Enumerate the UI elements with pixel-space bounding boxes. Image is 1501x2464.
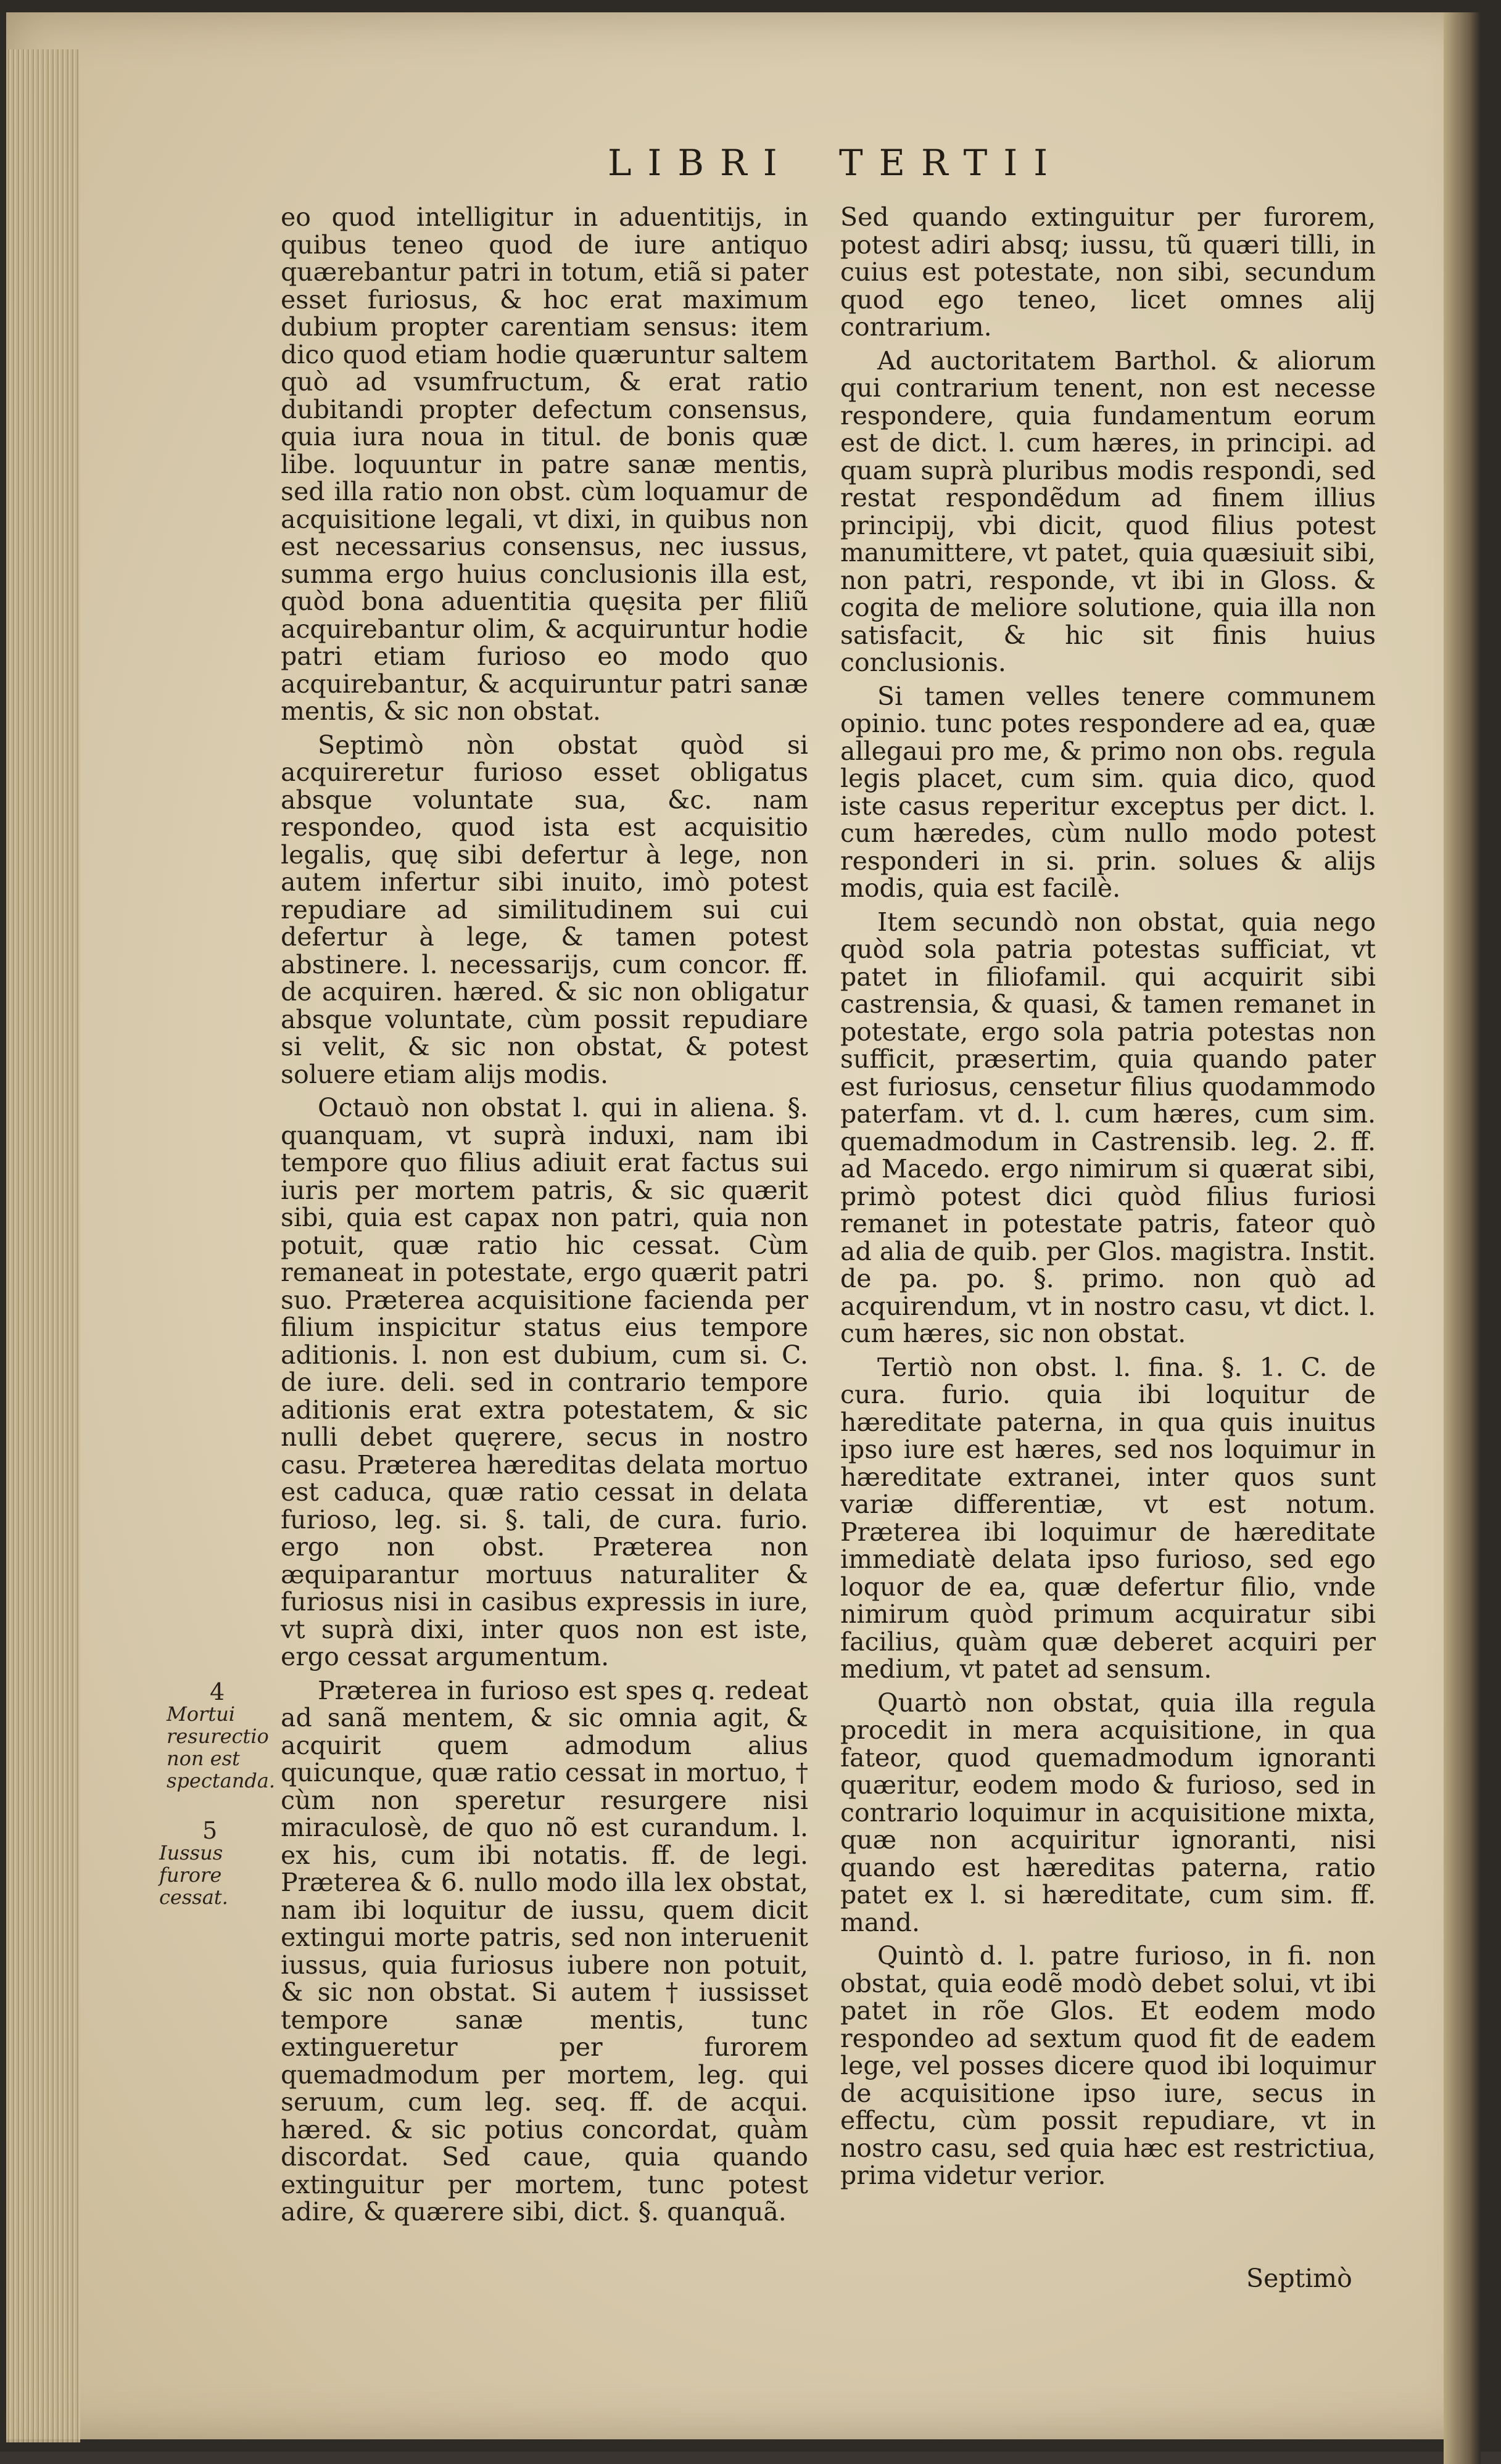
margin-note-5-text: Iussus furore cessat.	[159, 1841, 228, 1909]
right-paragraph-4: Item secundò non obstat, quia nego quòd sola patria potestas sufficiat, vt patet in filiofamil. qui acquirit sibi castrensia, & quasi, & tamen remanet in potestate, ergo sola patria potestas non sufficit, præsertim, quia quando pater est furiosus, censetur filius quodammodo paterfam. vt d. l. cum hæres, cum sim. quemadmodum in Castrensib. leg. 2. ff. ad Macedo. ergo nimirum si quærat sibi, primò potest dici quòd filius furiosi remanet in potestate patris, fateor quò ad alia de quib. per Glos. magistra. Instit. de pa. po. §. primo. non quò ad acquirendum, vt in nostro casu, vt dict. l. cum hæres, sic non obstat.	[840, 907, 1376, 1348]
book-gutter	[1444, 12, 1481, 2464]
margin-note-4-number: 4	[210, 1678, 225, 1705]
right-paragraph-5: Tertiò non obst. l. fina. §. 1. C. de cura. furio. quia ibi loquitur de hæreditate paterna, in qua quis inuitus ipso iure est hæres, sed nos loquimur in hæreditate extranei, inter quos sunt variæ differentiæ, vt est notum. Præterea ibi loquimur de hæreditate immediatè delata ipso furioso, sed ego loquor de ea, quæ defertur filio, vnde nimirum quòd primum acquiratur sibi facilius, quàm quæ deberet acquiri per medium, vt patet ad sensum.	[840, 1352, 1376, 1684]
left-column	[281, 204, 808, 2232]
right-column	[840, 204, 1376, 2196]
margin-note-5	[159, 1819, 273, 1908]
right-paragraph-6: Quartò non obstat, quia illa regula procedit in mera acquisitione, in qua fateor, quod quemadmodum ignoranti quæritur, eodem modo & furioso, sed in contrario loquimur in acquisitione mixta, quæ non acquiritur ignoranti, nisi quando est hæreditas paterna, ratio patet ex l. si hæreditate, cum sim. ff. mand.	[840, 1687, 1376, 1937]
right-paragraph-3: Si tamen velles tenere communem opinio. tunc potes respondere ad ea, quæ allegaui pro me, & primo non obs. regula legis placet, cum sim. quia dico, quod iste casus reperitur exceptus per dict. l. cum hæredes, cùm nullo modo potest responderi in si. prin. solues & alijs modis, quia est facilè.	[840, 681, 1376, 903]
left-paragraph-3: Octauò non obstat l. qui in aliena. §. quanquam, vt suprà induxi, nam ibi tempore quo filius adiuit erat factus sui iuris per mortem patris, & sic quærit sibi, quia est capax non patri, quia non potuit, quæ ratio hic cessat. Cùm remaneat in potestate, ergo quærit patri suo. Præterea acquisitione facienda per filium inspicitur status eius tempore aditionis. l. non est dubium, cum si. C. de iure. deli. sed in contrario tempore aditionis erat extra potestatem, & sic nulli debet quęrere, secus in nostro casu. Præterea hæreditas delata mortuo est caduca, quæ ratio cessat in delata furioso, leg. si. §. tali, de cura. furio. ergo non obst. Præterea non æquiparantur mortuus naturaliter & furiosus nisi in casibus expressis in iure, vt suprà dixi, inter quos non est iste, ergo cessat argumentum.	[281, 1093, 808, 1671]
left-paragraph-4: Præterea in furioso est spes q. redeat ad sanã mentem, & sic omnia agit, & acquirit quem admodum alius quicunque, quæ ratio cessat in mortuo, † cùm non speretur resurgere nisi miraculosè, de quo nõ est curandum. l. ex his, cum ibi notatis. ff. de legi. Præterea & 6. nullo modo illa lex obstat, nam ibi loquitur de iussu, quem dicit extingui morte patris, sed non interuenit iussus, quia furiosus iubere non potuit, & sic non obstat. Si autem † iussisset tempore sanæ mentis, tunc extingueretur per furorem quemadmodum per mortem, leg. qui seruum, cum leg. seq. ff. de acqui. hæred. & sic potius concordat, quàm discordat. Sed caue, quia quando extinguitur per mortem, tunc potest adire, & quærere sibi, dict. §. quanquã.	[281, 1675, 808, 2227]
header-right: TERTII	[839, 142, 1064, 184]
right-paragraph-7: Quintò d. l. patre furioso, in fi. non obstat, quia eodẽ modò debet solui, vt ibi patet in rõe Glos. Et eodem modo respondeo ad sextum quod fit de eadem lege, vel posses dicere quod ibi loquimur de acquisitione ipso iure, secus in effectu, cùm possit repudiare, vt in nostro casu, sed quia hæc est restrictiua, prima videtur verior.	[840, 1941, 1376, 2190]
left-paragraph-1: eo quod intelligitur in aduentitijs, in quibus teneo quod de iure antiquo quærebantur patri in totum, etiã si pater esset furiosus, & hoc erat maximum dubium propter carentiam sensus: item dico quod etiam hodie quæruntur saltem quò ad vsumfructum, & erat ratio dubitandi propter defectum consensus, quia iura noua in titul. de bonis quæ libe. loquuntur in patre sanæ mentis, sed illa ratio non obst. cùm loquamur de acquisitione legali, vt dixi, in quibus non est necessarius consensus, nec iussus, summa ergo huius conclusionis illa est, quòd bona aduentitia quęsita per filiũ acquirebantur olim, & acquiruntur hodie patri etiam furioso eo modo quo acquirebantur, & acquiruntur patri sanæ mentis, & sic non obstat.	[281, 202, 808, 726]
margin-note-4-text: Mortui resurectio non est spectanda.	[167, 1702, 276, 1792]
catchword: Septimò	[1246, 2264, 1352, 2293]
margin-note-4	[167, 1678, 281, 1792]
running-header	[0, 142, 1501, 191]
margin-note-5-number: 5	[202, 1817, 218, 1844]
right-paragraph-2: Ad auctoritatem Barthol. & aliorum qui contrarium tenent, non est necesse respondere, quia fundamentum eorum est de dict. l. cum hæres, in principi. ad quam suprà pluribus modis respondi, sed restat respondẽdum ad finem illius principij, vbi dicit, quod filius potest manumittere, vt patet, quia quæsiuit sibi, non patri, responde, vt ibi in Gloss. & cogita de meliore solutione, quia illa non satisfacit, & hic sit finis huius conclusionis.	[840, 345, 1376, 677]
header-left: LIBRI	[608, 142, 793, 184]
page-edges	[6, 49, 80, 2442]
right-paragraph-1: Sed quando extinguitur per furorem, potest adiri absq; iussu, tũ quæri tilli, in cuius est potestate, non sibi, secundum quod ego teneo, licet omnes alij contrarium.	[840, 202, 1376, 342]
left-paragraph-2: Septimò nòn obstat quòd si acquireretur furioso esset obligatus absque voluntate sua, &c. nam respondeo, quod ista est acquisitio legalis, quę sibi defertur à lege, non autem infertur sibi inuito, imò potest repudiare ad similitudinem sui cui defertur à lege, & tamen potest abstinere. l. necessarijs, cum concor. ff. de acquiren. hæred. & sic non obligatur absque voluntate, cùm possit repudiare si velit, & sic non obstat, & potest soluere etiam alijs modis.	[281, 730, 808, 1089]
